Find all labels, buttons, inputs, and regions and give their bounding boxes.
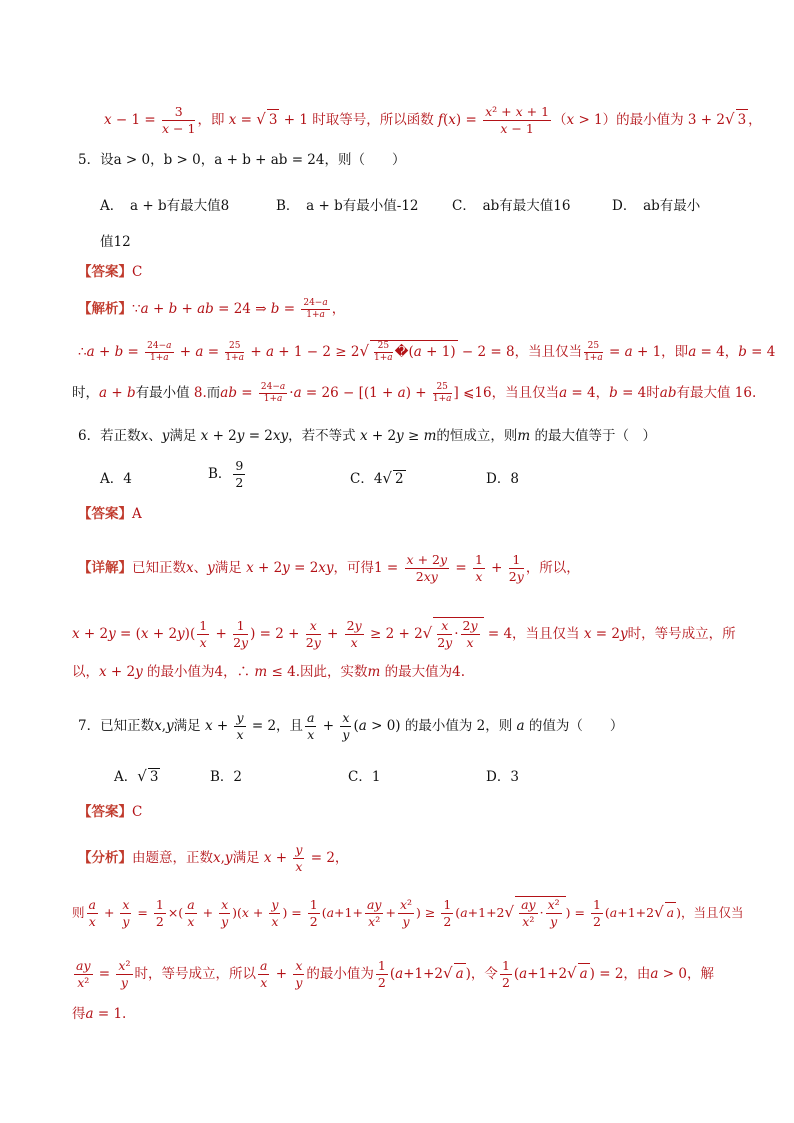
- q6-detail-line3: 以，x + 2y 的最小值为4，∴ m ≤ 4.因此，实数m 的最大值为4.: [72, 664, 465, 680]
- answer-tag: 【答案】: [78, 506, 132, 522]
- q5-option-d-continued: 值12: [100, 234, 131, 250]
- analysis-tag: 【分析】: [78, 850, 132, 866]
- q6-detail-line1: 【详解】已知正数x、y满足 x + 2y = 2xy，可得1 = $\frac{x + 2y}{2xy}$ = $\frac{1}{x}$ + $\frac{1}{2y}$ ，所以，: [78, 552, 580, 584]
- q7-stem: 7．已知正数x,y满足 x + $\frac{y}{x}$ = 2，且 $\frac{a}{x}$ + $\frac{x}{y}$ (a > 0) 的最小值为 2，则 a 的值为（ ）: [78, 710, 624, 742]
- answer-tag: 【答案】: [78, 804, 132, 820]
- q6-stem: 6．若正数x、y满足 x + 2y = 2xy，若不等式 x + 2y ≥ m的恒成立，则m 的最大值等于（ ）: [78, 428, 657, 444]
- q5-option-a[interactable]: A． a + b有最大值8: [100, 198, 230, 214]
- q7-option-a[interactable]: A．√ 3: [114, 767, 159, 785]
- q7-analysis-line1: 【分析】由题意，正数x,y满足 x + $\frac{y}{x}$ = 2，: [78, 842, 349, 874]
- q5-analysis-line1: 【解析】∵a + b + ab = 24 ⇒ b = $\frac{24-a}{1+a}$ ，: [78, 298, 346, 320]
- q5-answer: C: [132, 264, 143, 280]
- q7-analysis-line3: $\frac{ay}{\text{x²}}$ = $\frac{\text{x²}}{y}$ 时，等号成立，所以 $\frac{a}{x}$ + $\frac{x}{y}$ 的最小值为 $\frac{1}{2}$ (a+1+2√ a )，令 $\frac{1}{2}$ (a+1+2√ a ) = 2，由a > 0，解: [76, 958, 714, 990]
- q4-tail-line: x − 1 = $\frac{3}{x - 1}$ ，即 x = √ 3 + 1 时取等号，所以函数 f(x) = $\frac{\text{x² + x + 1}}{x - 1}$ （x > 1）的最小值为 3 + 2√ 3 ，: [104, 104, 762, 136]
- q7-option-d[interactable]: D．3: [486, 769, 519, 785]
- detail-tag: 【详解】: [78, 560, 132, 576]
- q6-answer: A: [132, 506, 142, 522]
- q7-answer-line: [78, 802, 794, 822]
- analysis-tag: 【解析】: [78, 301, 132, 317]
- q7-analysis-line2: 则 $\frac{a}{x}$ + $\frac{x}{y}$ = $\frac{1}{2}$ ×( $\frac{a}{x}$ + $\frac{x}{y}$ )(x + $\frac{y}{x}$ ) = $\frac{1}{2}$ (a+1+ $\frac{ay}{\text{x²}}$ + $\frac{\text{x²}}{y}$ ) ≥ $\frac{1}{2}$ (a+1+2√ $\frac{ay}{\text{x²}}$ · $\frac{\text{x²}}{y}$ ) = $\frac{1}{2}$ (a+1+2√ a )，当且仅当: [72, 897, 744, 929]
- q5-option-c[interactable]: C． ab有最大值16: [452, 198, 571, 214]
- q6-option-a[interactable]: A．4: [100, 471, 132, 487]
- q5-analysis-line3: 时，a + b有最小值 8.而ab = $\frac{24-a}{1+a}$ ·a = 26 − [(1 + a) + $\frac{25}{1+a}$ ] ⩽16，当且仅当a = 4，b = 4时ab有最大值 16.: [72, 382, 757, 404]
- q7-option-c[interactable]: C．1: [348, 769, 381, 785]
- q5-option-d[interactable]: D． ab有最小: [612, 198, 701, 214]
- q6-answer-line: [78, 504, 794, 524]
- q5-answer-line: [78, 262, 794, 282]
- q5-option-b[interactable]: B． a + b有最小值-12: [276, 198, 419, 214]
- q5-stem: 5．设a > 0，b > 0，a + b + ab = 24，则（ ）: [78, 152, 406, 168]
- q7-analysis-line4: 得a = 1.: [72, 1006, 127, 1022]
- q5-analysis-line2: ∴a + b = $\frac{24-a}{1+a}$ + a = $\frac{25}{1+a}$ + a + 1 − 2 ≥ 2√ $\frac{25}{1+a}$ �(a + 1) − 2 = 8，当且仅当 $\frac{25}{1+a}$ = a + 1，即a = 4，b = 4: [78, 341, 776, 363]
- answer-tag: 【答案】: [78, 264, 132, 280]
- q6-option-c[interactable]: C．4√ 2: [350, 469, 404, 487]
- q6-detail-line2: x + 2y = (x + 2y)( $\frac{1}{x}$ + $\frac{1}{2y}$ ) = 2 + $\frac{x}{2y}$ + $\frac{2y}{x}$ ≥ 2 + 2√ $\frac{x}{2y}$ · $\frac{2y}{x}$ = 4，当且仅当 x = 2y时，等号成立，所: [72, 618, 736, 650]
- q7-option-b[interactable]: B．2: [210, 769, 243, 785]
- q7-answer: C: [132, 804, 143, 820]
- q6-option-d[interactable]: D．8: [486, 471, 519, 487]
- q6-option-b[interactable]: B． $\frac{9}{2}$: [208, 458, 244, 490]
